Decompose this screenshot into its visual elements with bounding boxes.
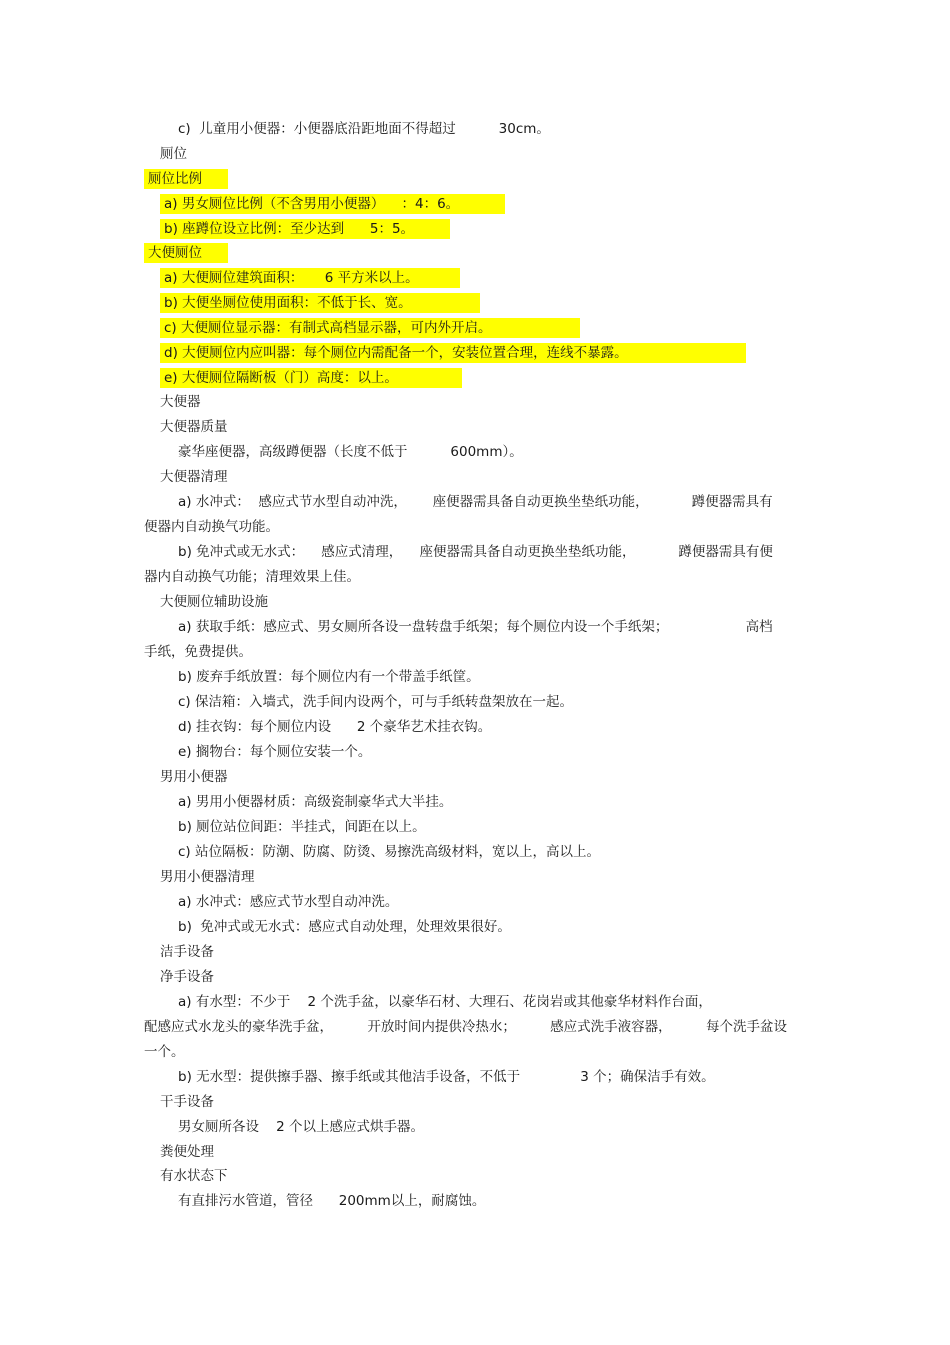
text-line: 干手设备 <box>160 1094 214 1110</box>
text-line: a) 水冲式： 感应式节水型自动冲洗， 座便器需具备自动更换坐垫纸功能， 蹲便器需具有 <box>178 494 773 510</box>
highlighted-text-line: e) 大便厕位隔断板（门）高度：以上。 <box>160 368 462 388</box>
text-line: c) 保洁箱：入墙式，洗手间内设两个，可与手纸转盘架放在一起。 <box>178 694 573 710</box>
text-line: 大便器质量 <box>160 419 228 435</box>
highlighted-text-line: b) 大便坐厕位使用面积：不低于长、宽。 <box>160 293 480 313</box>
text-line: b) 厕位站位间距：半挂式，间距在以上。 <box>178 819 426 835</box>
text-line: 豪华座便器，高级蹲便器（长度不低于 600mm）。 <box>178 444 523 460</box>
text-line: 大便器清理 <box>160 469 228 485</box>
text-line: 洁手设备 <box>160 944 214 960</box>
highlighted-text-line: d) 大便厕位内应叫器：每个厕位内需配备一个，安装位置合理，连线不暴露。 <box>160 343 746 363</box>
text-line: b) 免冲式或无水式： 感应式清理， 座便器需具备自动更换坐垫纸功能， 蹲便器需具有便 <box>178 544 773 560</box>
text-line: b) 废弃手纸放置：每个厕位内有一个带盖手纸筐。 <box>178 669 480 685</box>
text-line: c) 站位隔板：防潮、防腐、防烫、易擦洗高级材料，宽以上，高以上。 <box>178 844 600 860</box>
text-line: 厕位 <box>160 146 187 162</box>
text-line: 器内自动换气功能；清理效果上佳。 <box>144 569 360 585</box>
text-line: a) 水冲式：感应式节水型自动冲洗。 <box>178 894 399 910</box>
text-line: 男用小便器清理 <box>160 869 255 885</box>
text-line: 有直排污水管道，管径 200mm以上，耐腐蚀。 <box>178 1193 486 1209</box>
highlighted-text-line: 厕位比例 <box>144 169 228 189</box>
text-line: b) 免冲式或无水式：感应式自动处理，处理效果很好。 <box>178 919 511 935</box>
text-line: 大便器 <box>160 394 201 410</box>
text-line: 配感应式水龙头的豪华洗手盆， 开放时间内提供冷热水； 感应式洗手液容器， 每个洗手盆设 <box>144 1019 787 1035</box>
text-line: a) 男用小便器材质：高级瓷制豪华式大半挂。 <box>178 794 453 810</box>
highlighted-text-line: a) 男女厕位比例（不含男用小便器） ：4：6。 <box>160 194 505 214</box>
text-line: 有水状态下 <box>160 1168 228 1184</box>
text-line: e) 搁物台：每个厕位安装一个。 <box>178 744 372 760</box>
text-line: 男女厕所各设 2 个以上感应式烘手器。 <box>178 1119 425 1135</box>
text-line: a) 有水型：不少于 2 个洗手盆，以豪华石材、大理石、花岗岩或其他豪华材料作台面， <box>178 994 712 1010</box>
text-line: 净手设备 <box>160 969 214 985</box>
text-line: b) 无水型：提供擦手器、擦手纸或其他洁手设备，不低于 3 个；确保洁手有效。 <box>178 1069 715 1085</box>
text-line: 一个。 <box>144 1044 185 1060</box>
text-line: d) 挂衣钩：每个厕位内设 2 个豪华艺术挂衣钩。 <box>178 719 492 735</box>
highlighted-text-line: b) 座蹲位设立比例：至少达到 5：5。 <box>160 219 450 239</box>
text-line: 手纸，免费提供。 <box>144 644 252 660</box>
highlighted-text-line: c) 大便厕位显示器：有制式高档显示器，可内外开启。 <box>160 318 580 338</box>
text-line: c) 儿童用小便器：小便器底沿距地面不得超过 30cm。 <box>178 121 550 137</box>
text-line: a) 获取手纸：感应式、男女厕所各设一盘转盘手纸架；每个厕位内设一个手纸架； 高档 <box>178 619 773 635</box>
text-line: 大便厕位辅助设施 <box>160 594 268 610</box>
highlighted-text-line: 大便厕位 <box>144 243 228 263</box>
text-line: 男用小便器 <box>160 769 228 785</box>
highlighted-text-line: a) 大便厕位建筑面积： 6 平方米以上。 <box>160 268 460 288</box>
text-line: 粪便处理 <box>160 1144 214 1160</box>
text-line: 便器内自动换气功能。 <box>144 519 279 535</box>
